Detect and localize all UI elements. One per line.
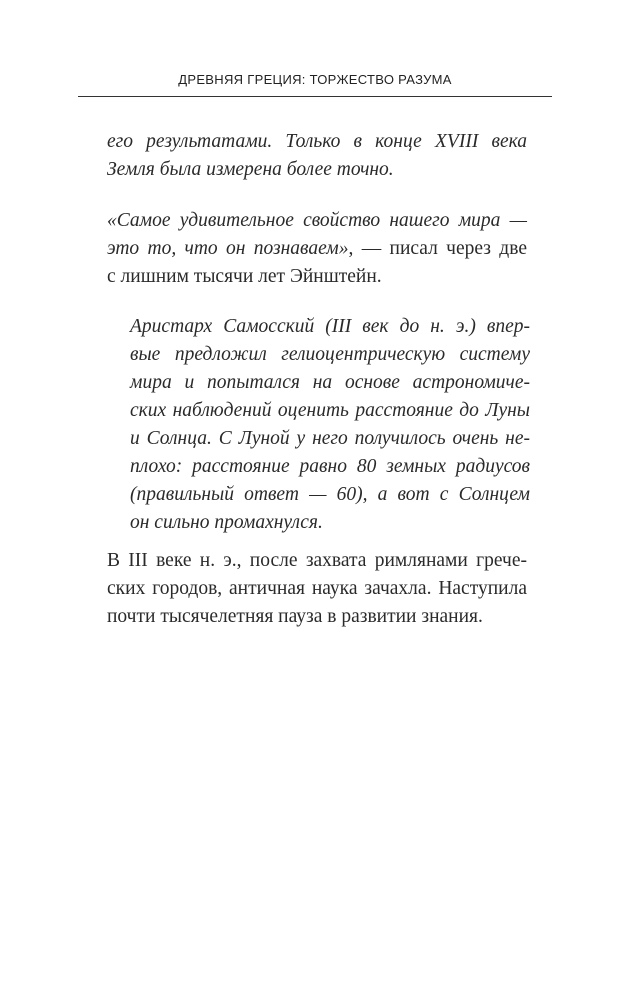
text-line: ских наблюдений оценить расстояние до Луны bbox=[130, 400, 530, 421]
text-line: ских городов, античная наука зачахла. Наступила bbox=[107, 578, 527, 599]
sidebar-note bbox=[130, 313, 530, 537]
text-line bbox=[107, 263, 527, 291]
text-line: его результатами. Только в конце XVIII века bbox=[107, 131, 527, 152]
text-line: он сильно промахнулся. bbox=[130, 512, 323, 533]
attribution-text: , — писал через две bbox=[348, 238, 527, 259]
text-line: плохо: расстояние равно 80 земных радиусов bbox=[130, 456, 530, 477]
attribution-text: с лишним тысячи лет Эйнштейн. bbox=[107, 266, 382, 287]
text-line: и Солнца. С Луной у него получилось очень не- bbox=[130, 428, 530, 449]
text-line: В III веке н. э., после захвата римлянами грече- bbox=[107, 550, 527, 571]
header-rule bbox=[78, 96, 552, 97]
text-line: Аристарх Самосский (III век до н. э.) впер- bbox=[130, 316, 530, 337]
paragraph-1 bbox=[107, 128, 527, 184]
running-head: ДРЕВНЯЯ ГРЕЦИЯ: ТОРЖЕСТВО РАЗУМА bbox=[178, 72, 452, 87]
paragraph-4 bbox=[107, 547, 527, 631]
text-line: почти тысячелетняя пауза в развитии знания. bbox=[107, 606, 483, 627]
paragraph-2-quote bbox=[107, 207, 527, 291]
text-line bbox=[107, 235, 527, 263]
quote-text: это то, что он познаваем» bbox=[107, 238, 349, 259]
text-line bbox=[107, 207, 527, 235]
text-line: (правильный ответ — 60), а вот с Солнцем bbox=[130, 484, 530, 505]
text-line: Земля была измерена более точно. bbox=[107, 159, 394, 180]
quote-text: «Самое удивительное свойство нашего мира — bbox=[107, 210, 527, 231]
text-line: мира и попытался на основе астрономиче- bbox=[130, 372, 530, 393]
text-line: вые предложил гелиоцентрическую систему bbox=[130, 344, 530, 365]
